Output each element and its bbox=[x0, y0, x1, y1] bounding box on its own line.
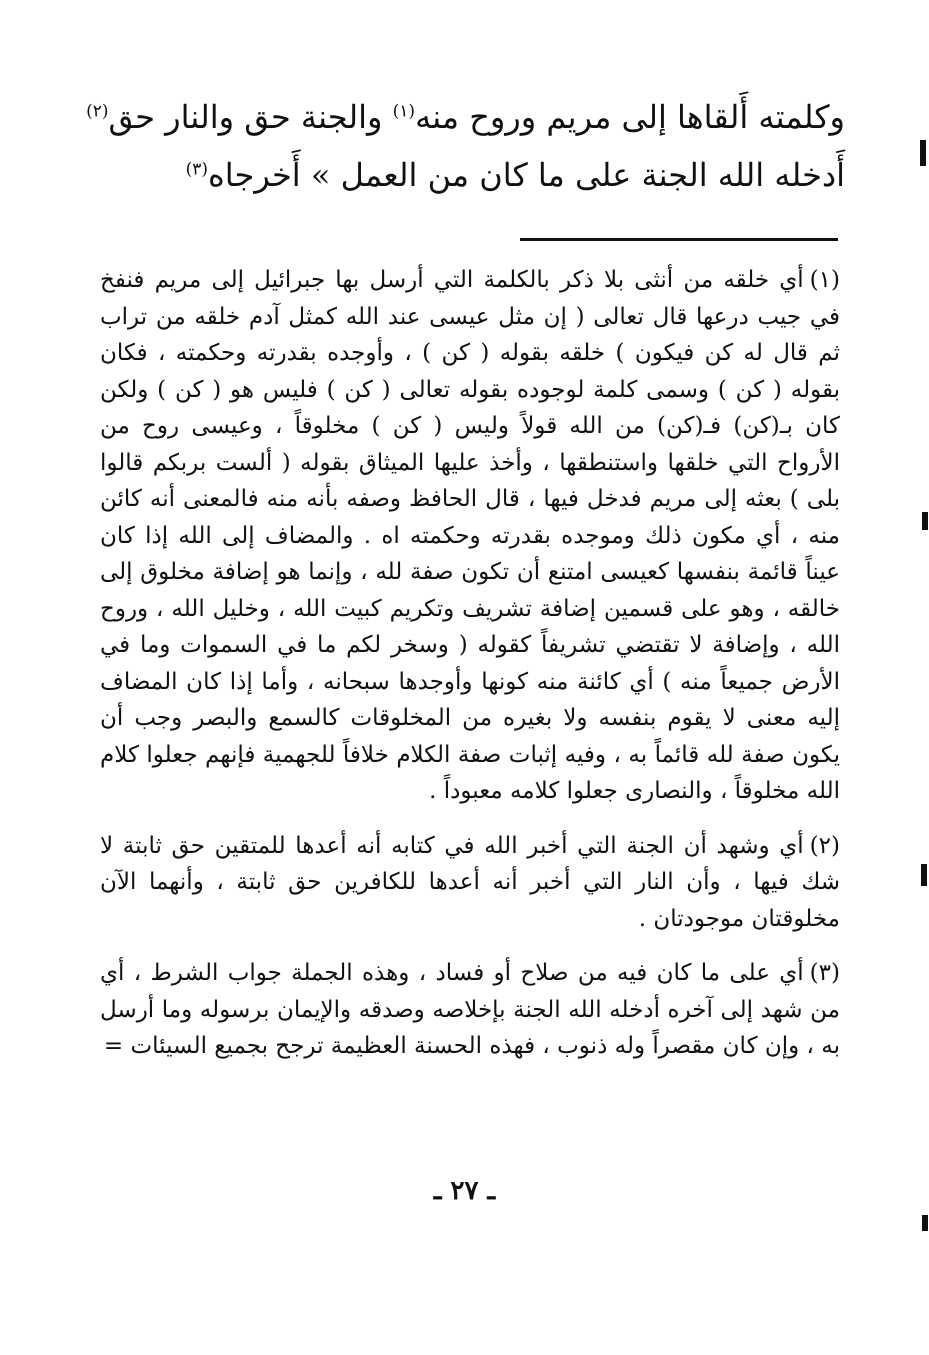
footnote-1 bbox=[100, 262, 840, 810]
footnote-text: أي خلقه من أنثى بلا ذكر بالكلمة التي أرسل بها جبرائيل إلى مريم فنفخ في جيب درعها قال تعالى ( إن مثل عيسى عند الله كمثل آدم خلقه من تراب ثم قال له كن فيكون ) خلقه بقوله ( كن ) ، وأوجده بقدرته وحكمته ، فكان بقوله ( كن ) وسمى كلمة لوجوده بقوله تعالى ( كن ) فليس هو ( كن ) ولكن كان بـ(كن) فـ(كن) من الله قولاً وليس ( كن ) مخلوقاً ، وعيسى روح من الأرواح التي خلقها واستنطقها ، وأخذ عليها الميثاق بقوله ( ألست بربكم قالوا بلى ) بعثه إلى مريم فدخل فيها ، قال الحافظ وصفه بأنه منه فالمعنى أنه كائن منه ، أي مكون ذلك وموجده بقدرته وحكمته اه . والمضاف إلى الله إذا كان عيناً قائمة بنفسها كعيسى امتنع أن تكون صفة لله ، وإنما هو إضافة مخلوق إلى خالقه ، وهو على قسمين إضافة تشريف وتكريم كبيت الله ، وخليل الله ، وروح الله ، وإضافة لا تقتضي تشريفاً كقوله ( وسخر لكم ما في السموات وما في الأرض جميعاً منه ) أي كائنة منه كونها وأوجدها سبحانه ، وأما إذا كان المضاف إليه معنى لا يقوم بنفسه ولا بغيره من المخلوقات كالسمع والبصر وجب أن يكون صفة لله قائماً به ، وفيه إثبات صفة الكلام خلافاً للجهمية فإنهم جعلوا كلام الله مخلوقاً ، والنصارى جعلوا كلامه معبوداً . bbox=[100, 267, 840, 804]
footnote-3 bbox=[100, 955, 840, 1065]
footnote-2 bbox=[100, 828, 840, 938]
scan-edge-mark bbox=[922, 1215, 928, 1231]
page-number: ـ ٢٧ ـ bbox=[433, 1176, 496, 1206]
main-text-line-2 bbox=[90, 146, 845, 204]
footnote-reference-1: (١) bbox=[392, 101, 416, 122]
footnote-reference-2: (٢) bbox=[86, 101, 109, 122]
main-text-segment: وكلمته أَلقاها إلى مريم وروح منه bbox=[415, 98, 845, 136]
footnote-reference-3: (٣) bbox=[185, 159, 209, 180]
footnote-text: أي وشهد أن الجنة التي أخبر الله في كتابه أنه أعدها للمتقين حق ثابتة لا شك فيها ، وأن النار التي أخبر أنه أعدها للكافرين حق ثابتة ، وأنهما الآن مخلوقتان موجودتان . bbox=[100, 832, 840, 932]
scan-edge-mark bbox=[921, 864, 927, 886]
scan-edge-mark bbox=[922, 512, 928, 530]
footnote-number: (٣) bbox=[809, 960, 840, 986]
footnotes bbox=[100, 262, 840, 1083]
main-text-line-1 bbox=[86, 88, 845, 146]
footnote-separator-rule bbox=[520, 238, 838, 241]
footnote-number: (٢) bbox=[809, 832, 840, 859]
footnote-number: (١) bbox=[809, 267, 840, 293]
main-text-segment: أَدخله الله الجنة على ما كان من العمل » أَخرجاه bbox=[208, 156, 845, 194]
main-text-segment: والجنة حق والنار حق bbox=[108, 98, 393, 136]
scan-edge-mark bbox=[920, 140, 926, 166]
footnote-text: أي على ما كان فيه من صلاح أو فساد ، وهذه الجملة جواب الشرط ، أي من شهد إلى آخره أدخله الله الجنة بإخلاصه وصدقه والإيمان برسوله وما أرسل به ، وإن كان مقصراً وله ذنوب ، فهذه الحسنة العظيمة ترجح بجميع السيئات = bbox=[100, 960, 840, 1059]
main-text bbox=[86, 88, 845, 204]
